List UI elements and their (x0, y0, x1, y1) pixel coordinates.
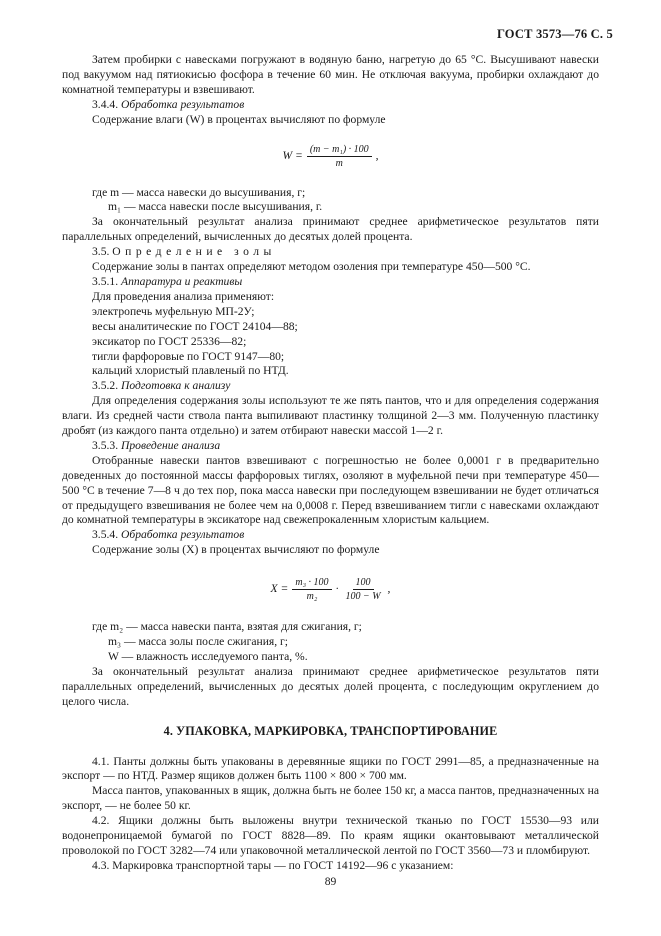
subsection-number: 3.5.1. (92, 274, 119, 288)
formula-denominator: 100 − W (345, 590, 381, 602)
subsection-title: Проведение анализа (121, 438, 221, 452)
formula-legend-item: m₁ — масса навески после высушивания, г. (108, 200, 323, 214)
formula-lhs: X = (270, 581, 289, 595)
subsection-heading (62, 528, 599, 543)
subsection-title: Обработка результатов (121, 528, 245, 542)
list-item: эксикатор по ГОСТ 25336—82; (92, 334, 247, 348)
section-number: 3.5. (92, 245, 110, 259)
formula-denominator: m (335, 158, 343, 170)
subsection-title: Обработка результатов (121, 97, 245, 111)
subsection-title: Аппаратура и реактивы (121, 274, 243, 288)
page-number: 89 (324, 874, 337, 888)
formula-denominator: m₂ (306, 590, 318, 602)
section-title: Определение золы (112, 245, 276, 259)
paragraph: 4.1. Панты должны быть упакованы в деревянные ящики по ГОСТ 2991—85, а предназначенные на экспорт — по НТД. Размер ящиков должен быть 1100 × 800 × 700 мм. (62, 754, 599, 783)
formula-numerator: 100 (353, 576, 374, 590)
paragraph: Масса пантов, упакованных в ящик, должна быть не более 150 кг, а масса пантов, предназначенных на экспорт, — не более 50 кг. (62, 784, 599, 813)
formula-legend-item: где m₂ — масса навески панта, взятая для сжигания, г; (92, 620, 362, 634)
paragraph: За окончательный результат анализа принимают среднее арифметическое результатов пяти параллельных определений, вычисленных до десятых долей процента, с последующим округлением до целого числа. (62, 664, 599, 708)
page-header: ГОСТ 3573—76 С. 5 (496, 27, 613, 41)
paragraph: Содержание золы в пантах определяют методом озоления при температуре 450—500 °С. (92, 260, 531, 274)
formula-tail: , (387, 581, 391, 595)
subsection-title: Подготовка к анализу (121, 379, 231, 393)
formula-tail: , (375, 149, 379, 163)
paragraph: Для проведения анализа применяют: (92, 289, 275, 303)
subsection-number: 3.5.4. (92, 528, 119, 542)
subsection-number: 3.4.4. (92, 97, 119, 111)
list-item: электропечь муфельную МП-2У; (92, 304, 255, 318)
paragraph: Для определения содержания золы используют те же пять пантов, что и для определения содержания влаги. Из средней части ствола панта выпиливают пластинку толщиной 2—3 мм. Полученную пластинку дробят (из каждого панта отдельно) и затем отбирают навески массой 1—2 г. (62, 394, 599, 438)
formula-fraction (292, 576, 331, 603)
list-item: тигли фарфоровые по ГОСТ 9147—80; (92, 349, 285, 363)
moisture-formula (62, 128, 599, 186)
formula-fraction (342, 576, 383, 603)
formula-operator: · (335, 581, 339, 595)
list-item: кальций хлористый плавленый по НТД. (92, 364, 289, 378)
section-4-title: 4. УПАКОВКА, МАРКИРОВКА, ТРАНСПОРТИРОВАНИЕ (163, 723, 498, 738)
list-item: весы аналитические по ГОСТ 24104—88; (92, 319, 298, 333)
paragraph: Затем пробирки с навесками погружают в водяную баню, нагретую до 65 °С. Высушивают навески под вакуумом над пятиокисью фосфора в течение 60 мин. Не отключая вакуума, пробирки охлаждают до комнатной температуры и взвешивают. (62, 53, 599, 96)
formula-fraction (307, 143, 372, 170)
subsection-heading (62, 98, 599, 113)
paragraph: За окончательный результат анализа принимают среднее арифметическое результатов пяти параллельных определений, вычисленных до десятых долей процента. (62, 215, 599, 244)
formula-legend-item: W — влажность исследуемого панта, %. (108, 650, 308, 663)
subsection-number: 3.5.2. (92, 379, 119, 393)
paragraph: Содержание золы (X) в процентах вычисляют по формуле (92, 543, 380, 557)
formula-numerator: m₃ · 100 (292, 576, 331, 590)
formula-lhs: W = (282, 149, 303, 163)
subsection-heading (62, 379, 599, 394)
subsection-heading (62, 439, 599, 454)
section-heading (62, 245, 599, 260)
paragraph: Содержание влаги (W) в процентах вычисляют по формуле (92, 112, 386, 126)
formula-numerator: (m − m₁) · 100 (307, 143, 372, 157)
paragraph: 4.2. Ящики должны быть выложены внутри технической тканью по ГОСТ 15530—93 или водонепроницаемой бумагой по ГОСТ 8828—89. По краям ящики окантовывают металлической проволокой по ГОСТ 3282—74 или упаковочной металлической лентой по ГОСТ 3560—73 и пломбируют. (62, 814, 599, 857)
paragraph: Отобранные навески пантов взвешивают с погрешностью не более 0,0001 г в предварительно доведенных до постоянной массы фарфоровых тиглях, озоляют в муфельной печи при температуре 450—500 °С в течение 7—8 ч до тех пор, пока масса навески при последующем взвешивании не будет отличаться от предыдущего взвешивания не более чем на 0,0008 г. Перед взвешиванием тигли с навесками охлаждают до комнатной температуры в эксикаторе над свежепрокаленным хлористым кальцием. (62, 453, 599, 527)
body-text (62, 53, 599, 890)
formula-legend-item: где m — масса навески до высушивания, г; (92, 185, 306, 199)
ash-formula (62, 558, 599, 620)
paragraph: 4.3. Маркировка транспортной тары — по ГОСТ 14192—96 с указанием: (92, 858, 454, 872)
formula-legend-item: m₃ — масса золы после сжигания, г; (108, 635, 289, 649)
subsection-number: 3.5.3. (92, 438, 119, 452)
subsection-heading (62, 275, 599, 290)
